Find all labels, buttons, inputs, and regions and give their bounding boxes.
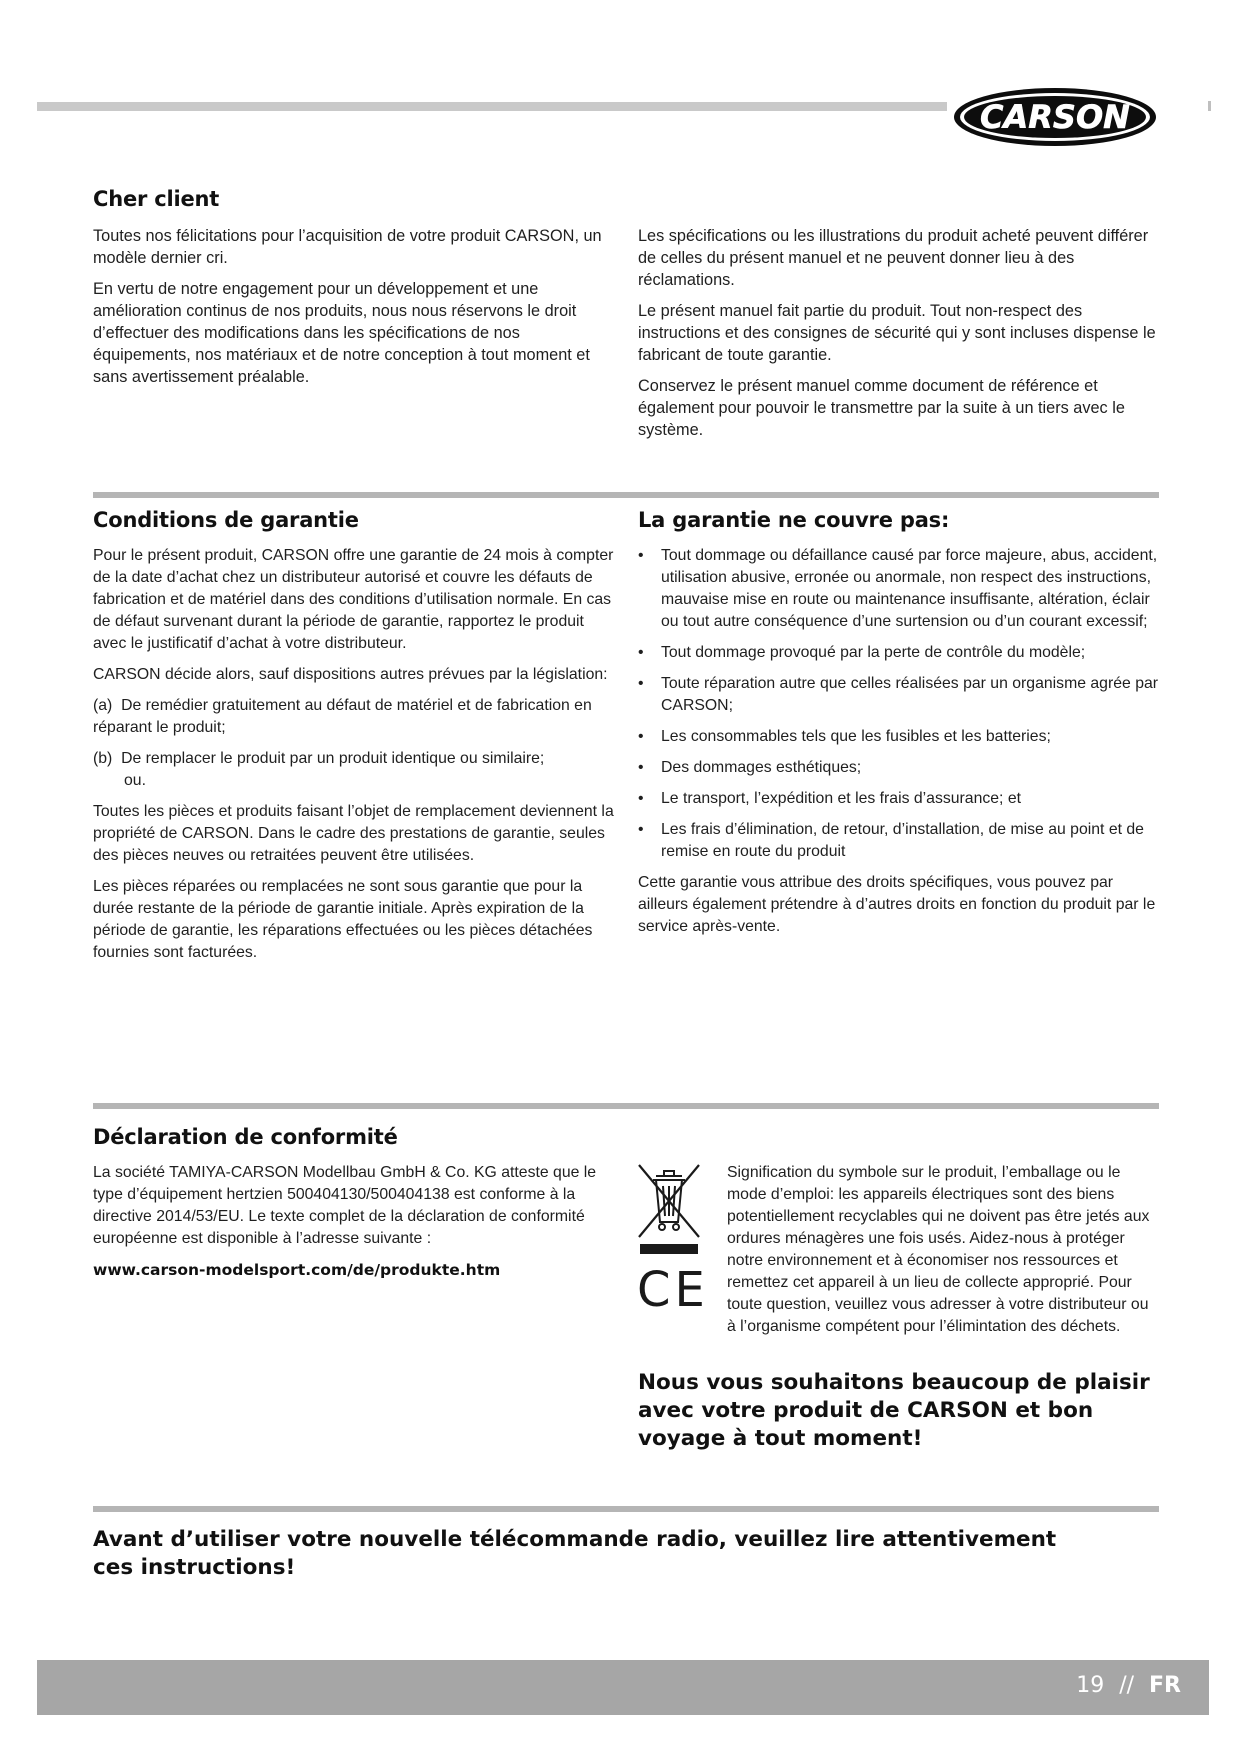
warranty-item-b: (b) De remplacer le produit par un produit identique ou similaire; ou.	[93, 750, 545, 789]
corner-tick	[1208, 101, 1211, 111]
list-item: • Les frais d’élimination, de retour, d’installation, de mise au point et de remise en route du produit	[638, 819, 1160, 863]
final-notice: Avant d’utiliser votre nouvelle télécommande radio, veuillez lire attentivement ces instructions!	[93, 1527, 1057, 1580]
conformity-column	[93, 1162, 613, 1290]
warranty-column	[93, 545, 615, 973]
not-covered-closing: Cette garantie vous attribue des droits spécifiques, vous pouvez par ailleurs également prétendre à d’autres droits en fonction du produit par le service après-vente.	[638, 874, 1156, 935]
list-item: • Toute réparation autre que celles réalisées par un organisme agrée par CARSON;	[638, 673, 1160, 717]
intro-paragraph: Toutes nos félicitations pour l’acquisition de votre produit CARSON, un modèle dernier cri.	[93, 227, 602, 267]
footer-bar	[37, 1660, 1209, 1715]
conformity-heading: Déclaration de conformité	[93, 1125, 398, 1149]
top-rule	[37, 102, 947, 111]
warranty-paragraph: Toutes les pièces et produits faisant l’objet de remplacement deviennent la propriété de CARSON. Dans le cadre des prestations de garantie, seules des pièces neuves ou retraitées peuvent être utilisées.	[93, 803, 614, 864]
conformity-url: www.carson-modelsport.com/de/produkte.htm	[93, 1261, 501, 1279]
list-item: • Tout dommage provoqué par la perte de contrôle du modèle;	[638, 642, 1160, 664]
intro-paragraph: Conservez le présent manuel comme document de référence et également pour pouvoir le transmettre par la suite à un tiers avec le système.	[638, 377, 1125, 439]
conformity-text: La société TAMIYA-CARSON Modellbau GmbH & Co. KG atteste que le type d’équipement hertzien 500404130/500404138 est conforme à la directive 2014/53/EU. Le texte complet de la déclaration de conformité européenne est disponible à l’adresse suivante :	[93, 1164, 597, 1247]
list-item: • Les consommables tels que les fusibles et les batteries;	[638, 726, 1160, 748]
section-rule	[93, 1103, 1159, 1109]
warranty-paragraph: Pour le présent produit, CARSON offre une garantie de 24 mois à compter de la date d’achat chez un distributeur autorisé et couvre les défauts de fabrication et de matériel dans des conditions d’utilisation normale. En cas de défaut survenant durant la période de garantie, rapportez le produit avec le justificatif d’achat à votre distributeur.	[93, 547, 614, 652]
intro-paragraph: Les spécifications ou les illustrations du produit acheté peuvent différer de celles du présent manuel et ne peuvent donner lieu à des réclamations.	[638, 227, 1149, 289]
warranty-heading: Conditions de garantie	[93, 508, 359, 532]
weee-text: Signification du symbole sur le produit, l’emballage ou le mode d’emploi: les appareils électriques sont des biens potentiellement recyclables qui ne doivent pas être jetés aux ordures ménagères une fois usés. Aidez-nous à protéger notre environnement et à économiser nos ressources et remettez cet appareil à un lieu de collecte approprié. Pour toute question, veuillez vous adresser à votre distributeur ou à l’organisme compétent pour l’élimintation des déchets.	[727, 1164, 1150, 1335]
warranty-paragraph: Les pièces réparées ou remplacées ne sont sous garantie que pour la durée restante de la période de garantie initiale. Après expiration de la période de garantie, les réparations effectuées ou les pièces détachées fournies sont facturées.	[93, 878, 593, 961]
warranty-paragraph: CARSON décide alors, sauf dispositions autres prévues par la législation:	[93, 666, 608, 683]
intro-paragraph: En vertu de notre engagement pour un développement et une amélioration continus de nos produits, nous nous réservons le droit d’effectuer des modifications dans les spécifications de nos équipements, nos matériaux et de notre conception à tout moment et sans avertissement préalable.	[93, 280, 590, 386]
not-covered-list	[638, 545, 1160, 863]
intro-right-column	[638, 225, 1160, 450]
weee-bin-icon	[636, 1162, 702, 1254]
list-item: • Tout dommage ou défaillance causé par force majeure, abus, accident, utilisation abusive, erronée ou anormale, non respect des instructions, mauvaise mise en route ou maintenance insuffisante, altération, éclair ou tout autre conséquence d’une surtension ou d’un courant excessif;	[638, 545, 1160, 633]
not-covered-heading: La garantie ne couvre pas:	[638, 508, 950, 532]
warranty-item-a: (a) De remédier gratuitement au défaut de matériel et de fabrication en réparant le produit;	[93, 697, 592, 736]
intro-left-column	[93, 225, 613, 397]
section-rule	[93, 492, 1159, 498]
not-covered-column	[638, 545, 1160, 947]
section-rule	[93, 1506, 1159, 1512]
list-item: • Des dommages esthétiques;	[638, 757, 1160, 779]
carson-logo	[952, 86, 1158, 148]
list-item: • Le transport, l’expédition et les frais d’assurance; et	[638, 788, 1160, 810]
svg-text:CARSON: CARSON	[980, 98, 1130, 136]
intro-paragraph: Le présent manuel fait partie du produit. Tout non-respect des instructions et des consignes de sécurité qui y sont incluses dispense le fabricant de toute garantie.	[638, 302, 1156, 364]
closing-message: Nous vous souhaitons beaucoup de plaisir avec votre produit de CARSON et bon voyage à tout moment!	[638, 1370, 1150, 1451]
page-number: 19 // FR	[1076, 1673, 1181, 1698]
ce-mark-icon: CE	[637, 1262, 709, 1318]
intro-heading: Cher client	[93, 187, 220, 211]
weee-text-column	[727, 1162, 1159, 1347]
